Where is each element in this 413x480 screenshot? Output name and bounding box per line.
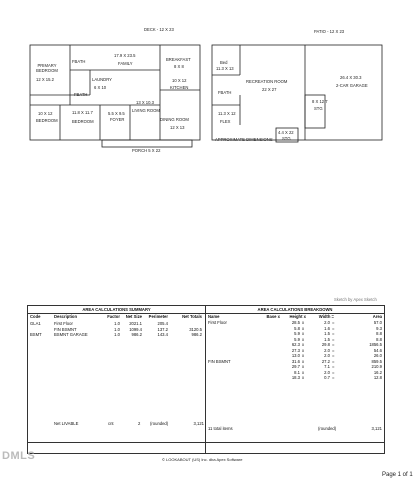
summary-cell: BSMNT GARAGE bbox=[54, 332, 88, 337]
primary-bedroom-dims: 12 X 15.2 bbox=[36, 77, 54, 82]
summary-header-cell: Perimeter bbox=[148, 314, 168, 319]
breakdown-group-name: FIN BSMNT bbox=[208, 358, 231, 364]
floor-plan bbox=[0, 0, 413, 160]
breakdown-width: 0.7 bbox=[324, 375, 330, 380]
breakdown-area: 210.9 bbox=[371, 364, 382, 369]
breakdown-height: 13.0 bbox=[291, 353, 300, 358]
summary-cell: GLA1 bbox=[30, 321, 41, 326]
breakdown-width: 1.5 bbox=[324, 331, 330, 336]
breakdown-eq: = bbox=[332, 342, 335, 347]
foyer-dims: 5.5 X 9.5 bbox=[108, 111, 125, 116]
breakdown-height: 5.8 bbox=[294, 325, 300, 331]
breakdown-area: 1856.5 bbox=[369, 342, 382, 347]
breakdown-x: x bbox=[302, 375, 305, 380]
summary-footer-cell: 2 bbox=[138, 421, 141, 426]
breakdown-height: 29.7 bbox=[291, 364, 300, 369]
breakdown-height: 5.9 bbox=[294, 336, 300, 342]
breakdown-header-cell: Height x bbox=[289, 314, 306, 319]
family-dims: 17.9 X 23.5 bbox=[114, 53, 136, 58]
breakdown-eq: = bbox=[332, 325, 335, 331]
family-label: FAMILY bbox=[118, 61, 133, 66]
breakdown-width: 29.8 bbox=[321, 342, 330, 347]
breakdown-header-cell: Base x bbox=[266, 314, 280, 319]
summary-footer-cell: cnt bbox=[108, 421, 114, 426]
summary-footer-cell: Net LIVABLE bbox=[54, 421, 79, 426]
porch-label: PORCH 5 X 22 bbox=[132, 148, 161, 153]
stg1-dims: 8 X 12.7 bbox=[312, 99, 328, 104]
mls-logo: DMLS bbox=[2, 450, 36, 462]
summary-cell: 137.2 bbox=[157, 326, 168, 332]
breakdown-width: 2.0 bbox=[324, 369, 330, 375]
summary-header-cell: Code bbox=[30, 314, 41, 319]
stg2-dims: 4.4 X 22 bbox=[278, 130, 294, 135]
deck-label: DECK - 12 X 23 bbox=[144, 27, 174, 32]
summary-cell: 986.2 bbox=[131, 332, 142, 337]
breakdown-footer-count: 11 total items bbox=[208, 426, 233, 431]
breakdown-header-cell: Width = bbox=[318, 314, 334, 319]
summary-header-cell: Description bbox=[54, 314, 78, 319]
breakdown-x: x bbox=[302, 331, 305, 336]
approx-dims-label: APPROXIMATE DIMENSIONS bbox=[215, 137, 273, 142]
recreation-dims: 22 X 27 bbox=[262, 87, 277, 92]
summary-cell: FIN BSMNT bbox=[54, 326, 77, 332]
breakdown-header-cell: Area bbox=[372, 314, 382, 319]
flex-label: FLEX bbox=[220, 119, 231, 124]
kitchen-dims: 10 X 12 bbox=[172, 78, 187, 83]
primary-bedroom-label: PRIMARY BEDROOM bbox=[36, 63, 58, 73]
breakdown-x: x bbox=[302, 325, 305, 331]
breakdown-area: 12.8 bbox=[373, 375, 382, 380]
flex-dims: 11.3 X 12 bbox=[218, 111, 236, 116]
summary-header-cell: Net Size bbox=[125, 314, 142, 319]
breakdown-x: x bbox=[302, 364, 305, 369]
laundry-label: LAUNDRY bbox=[92, 77, 112, 82]
breakdown-area: 54.6 bbox=[373, 347, 382, 353]
breakdown-width: 27.2 bbox=[321, 358, 330, 364]
dining-label: DINING ROOM bbox=[160, 117, 189, 122]
breakdown-eq: = bbox=[332, 353, 335, 358]
breakdown-width: 2.0 bbox=[324, 353, 330, 358]
summary-cell: 1099.4 bbox=[129, 326, 142, 332]
bedroom-mid-dims: 11.8 X 11.7 bbox=[72, 110, 93, 115]
breakdown-width: 7.1 bbox=[324, 364, 330, 369]
summary-footer-cell: 3,121 bbox=[193, 421, 204, 426]
summary-cell: 1.0 bbox=[114, 321, 120, 326]
breakdown-footer-total: 3,121 bbox=[371, 426, 382, 431]
breakdown-height: 31.6 bbox=[291, 358, 300, 364]
garage-label: 2-CAR GARAGE bbox=[336, 83, 368, 88]
bedroom-left-label: BEDROOM bbox=[36, 118, 58, 123]
breakdown-eq: = bbox=[332, 331, 335, 336]
summary-cell: BSMT bbox=[30, 332, 42, 337]
copyright: © LOOKABOUT (US) Inc. dba Apex Software bbox=[162, 457, 243, 462]
sketch-watermark: Sketch by Apex Sketch bbox=[334, 297, 377, 302]
living-dims: 13 X 10.3 bbox=[136, 100, 154, 105]
summary-cell: 986.2 bbox=[191, 332, 202, 337]
page-label: Page 1 of 1 bbox=[382, 472, 413, 478]
breakdown-x: x bbox=[302, 336, 305, 342]
recreation-label: RECREATION ROOM bbox=[246, 79, 288, 84]
kitchen-label: KITCHEN bbox=[170, 85, 189, 90]
right-fbath-label: FBATH bbox=[218, 90, 232, 95]
breakdown-width: 2.0 bbox=[324, 347, 330, 353]
summary-header-cell: Factor bbox=[107, 314, 120, 319]
breakdown-width: 1.5 bbox=[324, 336, 330, 342]
living-label: LIVING ROOM bbox=[132, 108, 160, 113]
foyer-label: FOYER bbox=[110, 117, 125, 122]
breakdown-x: x bbox=[302, 342, 305, 347]
breakdown-eq: = bbox=[332, 375, 335, 380]
breakdown-footer-rounded: (rounded) bbox=[318, 426, 337, 431]
stg2-label: STG bbox=[282, 136, 291, 141]
summary-footer-cell: (rounded) bbox=[150, 421, 169, 426]
breakdown-height: 18.3 bbox=[291, 375, 300, 380]
breakdown-height: 8.1 bbox=[294, 369, 300, 375]
stg1-label: STG bbox=[314, 106, 323, 111]
breakdown-area: 57.0 bbox=[373, 320, 382, 325]
patio-label: PATIO - 12 X 23 bbox=[314, 29, 345, 34]
breakdown-group-name: First Floor bbox=[208, 320, 227, 325]
breakdown-area: 9.3 bbox=[376, 325, 382, 331]
breakdown-x: x bbox=[302, 358, 305, 364]
summary-cell: 1.0 bbox=[114, 326, 120, 332]
breakdown-width: 1.6 bbox=[324, 325, 330, 331]
right-plan-outline bbox=[212, 45, 382, 140]
breakdown-eq: = bbox=[332, 358, 335, 364]
dining-dims: 12 X 13 bbox=[170, 125, 185, 130]
bedroom-left-dims: 10 X 12 bbox=[38, 111, 53, 116]
breakdown-height: 28.5 bbox=[291, 320, 300, 325]
breakdown-height: 62.3 bbox=[291, 342, 300, 347]
breakdown-area: 16.2 bbox=[373, 369, 382, 375]
breakdown-area: 8.8 bbox=[376, 336, 382, 342]
breakdown-area: 26.0 bbox=[373, 353, 382, 358]
summary-cell: 143.4 bbox=[157, 332, 168, 337]
breakdown-height: 27.3 bbox=[291, 347, 300, 353]
breakdown-x: x bbox=[302, 369, 305, 375]
breakdown-eq: = bbox=[332, 369, 335, 375]
breakdown-header-cell: Name bbox=[208, 314, 220, 319]
bed-dims: 11.3 X 13 bbox=[216, 66, 234, 71]
breakfast-label: BREAKFAST bbox=[166, 57, 191, 62]
breakdown-area: 8.8 bbox=[376, 331, 382, 336]
breakdown-width: 2.0 bbox=[324, 320, 330, 325]
summary-cell: 2021.1 bbox=[129, 321, 142, 326]
breakdown-x: x bbox=[302, 353, 305, 358]
summary-cell: 1.0 bbox=[114, 332, 120, 337]
summary-cell: 205.4 bbox=[157, 321, 168, 326]
breakdown-x: x bbox=[302, 320, 305, 325]
garage-dims: 26.4 X 30.3 bbox=[340, 75, 362, 80]
bedroom-mid-label: BEDROOM bbox=[72, 119, 94, 124]
fbath-top-label: FBATH bbox=[72, 59, 86, 64]
breakdown-eq: = bbox=[332, 364, 335, 369]
breakdown-area: 859.5 bbox=[371, 358, 382, 364]
breakdown-x: x bbox=[302, 347, 305, 353]
breakfast-dims: 8 X 8 bbox=[174, 64, 184, 69]
summary-header-cell: Net Totals bbox=[182, 314, 202, 319]
fbath-mid-label: FBATH bbox=[74, 92, 88, 97]
breakdown-title: AREA CALCULATIONS BREAKDOWN bbox=[257, 307, 333, 312]
bed-label: Bed bbox=[220, 60, 228, 65]
area-calculations bbox=[27, 305, 385, 454]
summary-cell: First Floor bbox=[54, 321, 73, 326]
breakdown-eq: = bbox=[332, 320, 335, 325]
breakdown-eq: = bbox=[332, 336, 335, 342]
breakdown-height: 5.9 bbox=[294, 331, 300, 336]
breakdown-eq: = bbox=[332, 347, 335, 353]
summary-title: AREA CALCULATIONS SUMMARY bbox=[82, 307, 151, 312]
laundry-dims: 6 X 10 bbox=[94, 85, 107, 90]
summary-cell: 3120.5 bbox=[189, 326, 202, 332]
